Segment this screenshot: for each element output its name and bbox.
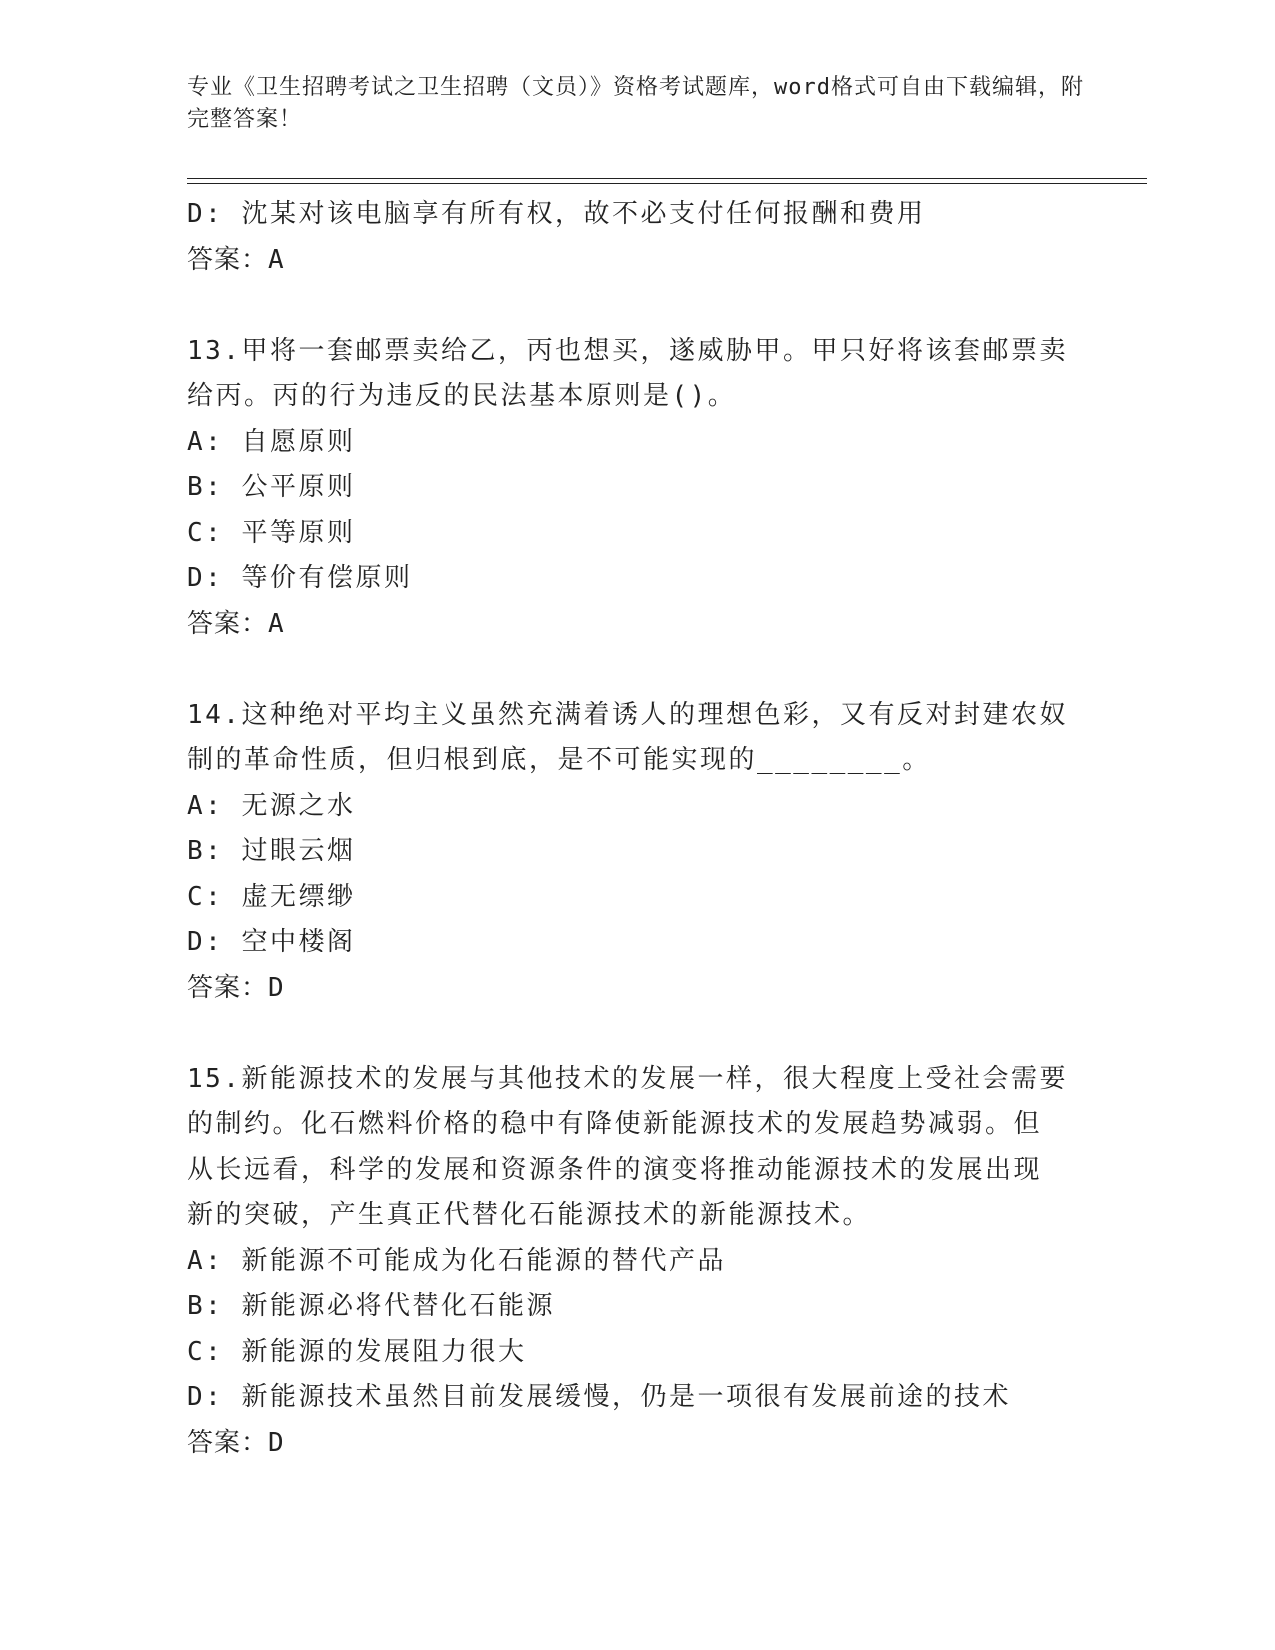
question-stem-line: 14.这种绝对平均主义虽然充满着诱人的理想色彩，又有反对封建农奴 — [187, 699, 1068, 730]
option-a: A: 新能源不可能成为化石能源的替代产品 — [187, 1245, 726, 1276]
question-content — [187, 192, 1077, 1466]
answer-label: 答案： — [187, 1427, 269, 1458]
answer-line — [187, 1421, 1077, 1467]
answer-value: A — [268, 244, 285, 275]
question-stem-line: 新的突破，产生真正代替化石能源技术的新能源技术。 — [187, 1200, 872, 1230]
question-13 — [187, 329, 1077, 648]
spacer — [187, 1011, 1077, 1057]
spacer — [187, 283, 1077, 329]
option-a: A: 自愿原则 — [187, 426, 356, 457]
header-rule-bottom — [187, 183, 1147, 184]
option-c: C: 平等原则 — [187, 517, 356, 548]
question-14 — [187, 693, 1077, 1012]
option-a: A: 无源之水 — [187, 790, 356, 821]
question-stem-line: 13.甲将一套邮票卖给乙，丙也想买，遂威胁甲。甲只好将该套邮票卖 — [187, 335, 1068, 366]
answer-line — [187, 966, 1077, 1012]
question-stem-line: 给丙。丙的行为违反的民法基本原则是()。 — [187, 381, 737, 411]
option-d: D: 新能源技术虽然目前发展缓慢，仍是一项很有发展前途的技术 — [187, 1382, 1011, 1412]
question-stem-line: 的制约。化石燃料价格的稳中有降使新能源技术的发展趋势减弱。但 — [187, 1109, 1043, 1139]
option-b: B: 公平原则 — [187, 472, 356, 502]
answer-label: 答案： — [187, 244, 269, 275]
spacer — [187, 647, 1077, 693]
question-15 — [187, 1057, 1077, 1467]
header-title: 专业《卫生招聘考试之卫生招聘（文员）》资格考试题库，word格式可自由下载编辑，附完整答案！ — [187, 75, 1084, 132]
answer-line — [187, 602, 1077, 648]
answer-value: D — [268, 1427, 285, 1458]
answer-value: A — [268, 608, 285, 639]
question-stem-line: 从长远看，科学的发展和资源条件的演变将推动能源技术的发展出现 — [187, 1154, 1043, 1185]
option-d: D: 沈某对该电脑享有所有权，故不必支付任何报酬和费用 — [187, 199, 926, 229]
answer-value: D — [268, 972, 285, 1003]
question-12-tail — [187, 192, 1077, 283]
answer-label: 答案： — [187, 972, 269, 1003]
answer-line — [187, 238, 1077, 284]
document-header — [187, 72, 1087, 136]
option-c: C: 新能源的发展阻力很大 — [187, 1336, 527, 1367]
question-stem-line: 15.新能源技术的发展与其他技术的发展一样，很大程度上受社会需要 — [187, 1063, 1068, 1094]
option-d: D: 空中楼阁 — [187, 927, 356, 957]
header-rule-top — [187, 178, 1147, 179]
question-stem-line: 制的革命性质，但归根到底，是不可能实现的________。 — [187, 745, 931, 775]
option-b: B: 新能源必将代替化石能源 — [187, 1291, 555, 1321]
option-d: D: 等价有偿原则 — [187, 563, 413, 593]
option-b: B: 过眼云烟 — [187, 836, 356, 866]
answer-label: 答案： — [187, 608, 269, 639]
option-c: C: 虚无缥缈 — [187, 881, 356, 912]
